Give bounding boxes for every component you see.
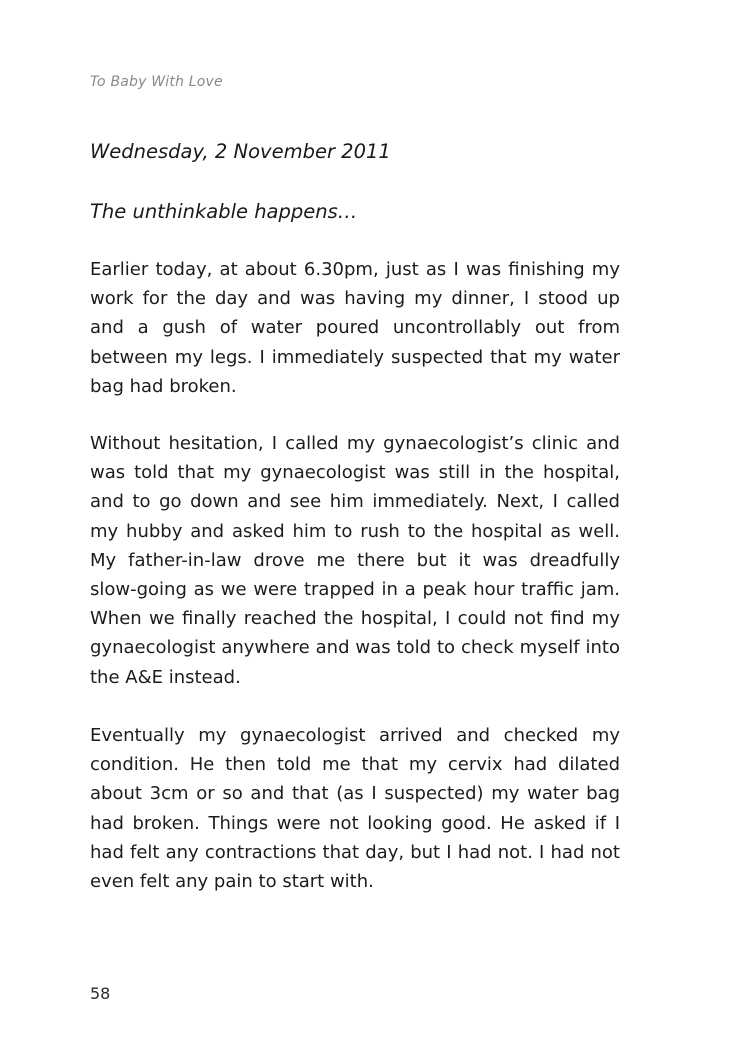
body-paragraph-1: Earlier today, at about 6.30pm, just as I was finishing my work for the day and was having my dinner, I stood up and a gush of water poured uncontrollably out from between my legs. I immediately suspected that my water bag had broken. [90, 259, 620, 397]
entry-subtitle: The unthinkable happens… [90, 200, 358, 223]
body-paragraph-2: Without hesitation, I called my gynaecologist’s clinic and was told that my gynaecologist was still in the hospital, and to go down and see him immediately. Next, I called my hubby and asked him to rush to the hospital as well. My father-in-law drove me there but it was dreadfully slow-going as we were trapped in a peak hour traffic jam. When we finally reached the hospital, I could not find my gynaecologist anywhere and was told to check myself into the A&E instead. [90, 433, 620, 688]
running-head-title: To Baby With Love [90, 74, 223, 90]
body-paragraph-3: Eventually my gynaecologist arrived and checked my condition. He then told me that my cervix had dilated about 3cm or so and that (as I suspected) my water bag had broken. Things were not looking good. He asked if I had felt any contractions that day, but I had not. I had not even felt any pain to start with. [90, 725, 620, 893]
page-number: 58 [90, 984, 111, 1003]
entry-date-heading: Wednesday, 2 November 2011 [90, 140, 391, 163]
